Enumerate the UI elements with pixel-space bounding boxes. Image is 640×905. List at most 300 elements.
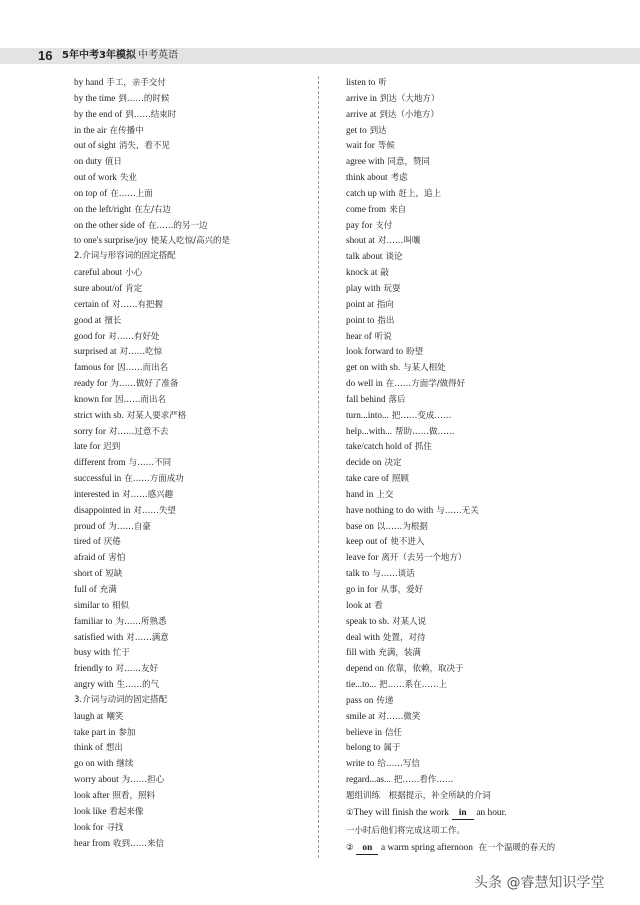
- question-text: They will finish the work: [353, 808, 449, 819]
- phrase-entry: [74, 265, 324, 281]
- page-header: [0, 48, 640, 70]
- phrase-entry: [346, 265, 596, 281]
- watermark: 头条 @睿慧知识学堂: [474, 875, 605, 891]
- phrase-entry: [346, 677, 596, 693]
- phrase-entry: [346, 360, 596, 376]
- phrase-meaning: 充满，装满: [378, 648, 421, 659]
- phrase-english: successful in: [74, 473, 122, 484]
- phrase-meaning: 到达（小地方）: [379, 109, 439, 120]
- phrase-english: have nothing to do with: [346, 504, 434, 515]
- phrase-meaning: 看: [374, 600, 383, 611]
- phrase-meaning: 指向: [376, 299, 394, 310]
- phrase-english: wait for: [346, 140, 375, 151]
- phrase-meaning: 传递: [376, 695, 394, 706]
- phrase-meaning: 谈论: [385, 252, 403, 263]
- phrase-entry: [346, 218, 596, 234]
- phrase-entry: [346, 598, 596, 614]
- phrase-entry: [74, 75, 324, 91]
- phrase-meaning: 看起来像: [109, 806, 144, 817]
- phrase-entry: [346, 376, 596, 392]
- phrase-english: talk about: [346, 251, 383, 262]
- phrase-meaning: 盼望: [406, 347, 424, 358]
- phrase-entry: [346, 693, 596, 709]
- phrase-meaning: 在……方面成功: [124, 474, 184, 485]
- phrase-entry: [346, 740, 596, 756]
- phrase-english: pass on: [346, 694, 374, 705]
- phrase-english: come from: [346, 203, 387, 214]
- phrase-meaning: 照顾: [391, 474, 409, 485]
- phrase-meaning: 从事，爱好: [380, 585, 424, 595]
- phrase-entry: [74, 408, 324, 424]
- phrase-entry: [346, 424, 596, 440]
- phrase-meaning: 与……谈话: [372, 569, 415, 580]
- answer-blank: in: [452, 808, 474, 820]
- phrase-entry: [74, 154, 324, 170]
- phrase-meaning: 指出: [377, 315, 395, 326]
- phrase-entry: [346, 344, 596, 360]
- phrase-english: smile at: [346, 710, 375, 721]
- phrase-meaning: 敲: [380, 268, 389, 279]
- phrase-meaning: 为……担心: [121, 775, 165, 786]
- phrase-meaning: 对……友好: [115, 664, 159, 675]
- phrase-entry: [74, 297, 324, 313]
- phrase-meaning: 小心: [125, 268, 143, 279]
- phrase-entry: [74, 614, 324, 630]
- phrase-english: depend on: [346, 663, 385, 674]
- phrase-english: by the time: [74, 92, 116, 103]
- phrase-meaning: 到……的时候: [118, 93, 170, 104]
- phrase-english: take care of: [346, 473, 389, 484]
- phrase-entry: [74, 630, 324, 646]
- phrase-meaning: 在传播中: [109, 125, 144, 136]
- phrase-entry: [346, 186, 596, 202]
- phrase-meaning: 迟到: [103, 442, 121, 453]
- phrase-meaning: 给……写信: [377, 759, 420, 770]
- phrase-english: tired of: [74, 536, 101, 547]
- section-title: [74, 693, 324, 709]
- phrase-english: sure about/of: [74, 282, 123, 293]
- phrase-meaning: 手工，亲手交付: [106, 78, 166, 88]
- question-text-end: an hour.: [476, 808, 507, 819]
- phrase-entry: [74, 503, 324, 519]
- phrase-english: go in for: [346, 584, 378, 594]
- phrase-meaning: 到……结束时: [125, 109, 177, 120]
- phrase-english: good at: [74, 314, 102, 325]
- phrase-english: on duty: [74, 156, 102, 167]
- phrase-entry: [74, 740, 324, 756]
- phrase-meaning: 为……所熟悉: [115, 616, 167, 627]
- phrase-english: catch up with: [346, 187, 396, 198]
- question-number: ②: [346, 843, 354, 854]
- phrase-english: sorry for: [74, 425, 106, 436]
- phrase-meaning: 充满: [99, 585, 117, 595]
- question-number: ①: [346, 808, 354, 819]
- phrase-english: turn...into...: [346, 409, 389, 420]
- phrase-meaning: 害怕: [108, 553, 126, 564]
- phrase-meaning: 为……做好了准备: [110, 379, 179, 390]
- phrase-entry: [74, 107, 324, 123]
- phrase-english: proud of: [74, 520, 106, 531]
- phrase-meaning: 对……满意: [126, 632, 169, 643]
- phrase-english: keep out of: [346, 536, 388, 547]
- phrase-entry: [346, 281, 596, 297]
- phrase-english: fill with: [346, 647, 376, 658]
- phrase-entry: [346, 566, 596, 582]
- phrase-entry: [74, 788, 324, 804]
- phrase-meaning: 支付: [375, 220, 393, 231]
- phrase-english: careful about: [74, 267, 123, 278]
- phrase-english: hear from: [74, 837, 110, 848]
- column-divider: [318, 76, 319, 858]
- phrase-english: to one's surprise/joy: [74, 235, 148, 246]
- phrase-english: certain of: [74, 298, 109, 309]
- phrase-meaning: 上交: [376, 489, 394, 500]
- phrase-english: regard...as...: [346, 774, 391, 785]
- phrase-entry: [74, 756, 324, 772]
- phrase-meaning: 失业: [119, 173, 137, 184]
- phrase-meaning: 与……不同: [128, 458, 172, 469]
- phrase-entry: [74, 360, 324, 376]
- phrase-entry: [346, 249, 596, 265]
- phrase-meaning: 来自: [389, 204, 407, 215]
- phrase-english: by hand: [74, 77, 104, 87]
- phrase-entry: [74, 186, 324, 202]
- phrase-entry: [346, 91, 596, 107]
- phrase-english: look like: [74, 805, 107, 816]
- phrase-meaning: 在……上面: [110, 188, 153, 199]
- phrase-entry: [74, 170, 324, 186]
- phrase-meaning: 忙于: [113, 648, 131, 659]
- phrase-meaning: 抓住: [414, 442, 432, 453]
- phrase-entry: [346, 645, 596, 661]
- phrase-entry: [74, 550, 324, 566]
- phrase-entry: [74, 376, 324, 392]
- question-text: a warm spring afternoon: [381, 843, 473, 854]
- phrase-english: ready for: [74, 378, 108, 389]
- phrase-meaning: 对……叫嚷: [377, 236, 421, 247]
- phrase-entry: [74, 91, 324, 107]
- book-title: 5年中考3年模拟: [62, 50, 136, 61]
- phrase-entry: [74, 281, 324, 297]
- phrase-english: point at: [346, 298, 374, 309]
- phrase-meaning: 依靠，依赖，取决于: [387, 664, 464, 675]
- phrase-english: agree with: [346, 156, 385, 167]
- section-title: [74, 249, 324, 265]
- phrase-meaning: 照看，照料: [112, 790, 155, 801]
- phrase-entry: [346, 123, 596, 139]
- phrase-entry: [346, 614, 596, 630]
- phrase-entry: [74, 677, 324, 693]
- phrase-meaning: 嘲笑: [106, 711, 124, 722]
- phrase-entry: [74, 138, 324, 154]
- phrase-entry: [346, 582, 596, 598]
- phrase-meaning: 在左/右边: [134, 204, 172, 215]
- phrase-meaning: 决定: [384, 458, 402, 469]
- practice-question-2: [346, 840, 596, 858]
- phrase-meaning: 寻找: [106, 822, 124, 833]
- phrase-entry: [74, 645, 324, 661]
- phrase-english: different from: [74, 457, 126, 468]
- phrase-entry: [346, 550, 596, 566]
- phrase-english: by the end of: [74, 108, 123, 119]
- phrase-english: worry about: [74, 774, 119, 785]
- phrase-meaning: 把……看作……: [393, 775, 454, 786]
- phrase-entry: [346, 503, 596, 519]
- phrase-english: familiar to: [74, 615, 113, 626]
- phrase-meaning: 参加: [118, 727, 136, 738]
- phrase-english: look after: [74, 789, 110, 800]
- phrase-entry: [74, 218, 324, 234]
- phrase-entry: [346, 455, 596, 471]
- phrase-meaning: 厌倦: [103, 537, 121, 548]
- phrase-english: similar to: [74, 599, 109, 610]
- phrase-english: decide on: [346, 457, 382, 468]
- phrase-meaning: 玩耍: [383, 283, 401, 294]
- phrase-english: arrive in: [346, 92, 377, 103]
- phrase-entry: [346, 534, 596, 550]
- phrase-meaning: 对……感兴趣: [122, 489, 174, 500]
- phrase-meaning: 擅长: [104, 315, 122, 326]
- phrase-english: disappointed in: [74, 504, 131, 515]
- phrase-entry: [346, 772, 596, 788]
- phrase-entry: [74, 439, 324, 455]
- phrase-english: get on with sb.: [346, 362, 401, 373]
- phrase-english: surprised at: [74, 346, 117, 357]
- phrase-entry: [346, 756, 596, 772]
- phrase-english: shout at: [346, 235, 375, 246]
- phrase-meaning: 消失，看不见: [118, 141, 170, 152]
- phrase-meaning: 使不进入: [390, 537, 425, 548]
- practice-question-1: [346, 805, 596, 823]
- phrase-meaning: 处置，对待: [382, 632, 426, 643]
- phrase-meaning: 值日: [104, 157, 122, 168]
- phrase-meaning: 对……吃惊: [119, 347, 163, 358]
- phrase-english: take part in: [74, 726, 116, 737]
- phrase-english: friendly to: [74, 663, 113, 674]
- phrase-entry: [74, 233, 324, 249]
- phrase-entry: [346, 138, 596, 154]
- phrase-english: tie...to...: [346, 679, 377, 690]
- phrase-meaning: 帮助……做……: [394, 426, 455, 437]
- phrase-entry: [346, 233, 596, 249]
- phrase-entry: [74, 344, 324, 360]
- phrase-entry: [74, 202, 324, 218]
- phrase-english: think of: [74, 742, 103, 753]
- phrase-meaning: 继续: [116, 759, 134, 770]
- phrase-entry: [74, 519, 324, 535]
- phrase-entry: [74, 725, 324, 741]
- phrase-meaning: 属于: [383, 743, 401, 754]
- phrase-english: fall behind: [346, 393, 386, 404]
- phrase-english: look at: [346, 599, 372, 610]
- phrase-meaning: 等候: [377, 141, 395, 152]
- phrase-meaning: 把……系在……上: [379, 680, 448, 691]
- phrase-entry: [346, 313, 596, 329]
- phrase-english: go on with: [74, 758, 114, 769]
- phrase-english: help...with...: [346, 425, 392, 436]
- phrase-meaning: 对某人说: [392, 616, 427, 627]
- phrase-english: late for: [74, 441, 101, 452]
- phrase-english: deal with: [346, 631, 380, 642]
- phrase-entry: [346, 107, 596, 123]
- phrase-entry: [74, 804, 324, 820]
- left-column: [74, 75, 324, 851]
- phrase-english: believe in: [346, 726, 382, 737]
- phrase-entry: [346, 297, 596, 313]
- phrase-meaning: 与某人相处: [403, 363, 446, 374]
- phrase-entry: [346, 630, 596, 646]
- phrase-english: famous for: [74, 362, 115, 373]
- phrase-english: do well in: [346, 378, 383, 389]
- section-title-text: 3.介词与动词的固定搭配: [74, 694, 168, 705]
- phrase-meaning: 对……过意不去: [108, 426, 169, 437]
- phrase-english: known for: [74, 393, 113, 404]
- phrase-entry: [74, 661, 324, 677]
- phrase-english: busy with: [74, 647, 110, 658]
- phrase-meaning: 因……而出名: [115, 394, 167, 405]
- phrase-entry: [346, 75, 596, 91]
- phrase-english: on top of: [74, 187, 108, 198]
- phrase-entry: [74, 455, 324, 471]
- phrase-meaning: 使某人吃惊/高兴的是: [150, 236, 230, 247]
- section-title-text: 2.介词与形容词的固定搭配: [74, 251, 176, 262]
- phrase-entry: [74, 582, 324, 598]
- phrase-entry: [74, 820, 324, 836]
- answer-blank: on: [356, 843, 378, 855]
- right-column: [346, 75, 596, 858]
- phrase-meaning: 因……而出名: [117, 363, 169, 374]
- phrase-meaning: 听: [378, 78, 387, 88]
- phrase-meaning: 收到……来信: [112, 838, 164, 849]
- phrase-entry: [346, 439, 596, 455]
- phrase-english: point to: [346, 314, 375, 325]
- phrase-english: out of sight: [74, 140, 116, 151]
- phrase-meaning: 为……自豪: [108, 521, 151, 532]
- phrase-meaning: 到达: [369, 125, 387, 136]
- phrase-english: angry with: [74, 679, 114, 690]
- phrase-meaning: 考虑: [390, 173, 408, 184]
- right-column-entries: [346, 75, 596, 788]
- question-translation: 在一个温暖的春天的: [478, 843, 556, 854]
- phrase-english: look for: [74, 821, 104, 832]
- phrase-english: short of: [74, 568, 103, 579]
- phrase-entry: [346, 154, 596, 170]
- phrase-entry: [74, 424, 324, 440]
- phrase-english: knock at: [346, 267, 378, 278]
- phrase-entry: [74, 709, 324, 725]
- phrase-english: strict with sb.: [74, 409, 124, 420]
- phrase-english: on the left/right: [74, 203, 132, 214]
- phrase-english: listen to: [346, 77, 376, 87]
- phrase-english: write to: [346, 758, 375, 769]
- phrase-entry: [346, 661, 596, 677]
- phrase-english: arrive at: [346, 108, 377, 119]
- phrase-entry: [346, 487, 596, 503]
- phrase-entry: [74, 487, 324, 503]
- phrase-meaning: 想出: [105, 743, 123, 754]
- phrase-entry: [346, 725, 596, 741]
- practice-heading: 题组训练: [346, 790, 381, 801]
- phrase-meaning: 赶上，追上: [398, 188, 442, 199]
- phrase-meaning: 对……失望: [133, 505, 176, 516]
- phrase-english: belong to: [346, 742, 381, 753]
- phrase-meaning: 以……为根据: [376, 521, 428, 532]
- phrase-english: on the other side of: [74, 219, 145, 230]
- phrase-english: hear of: [346, 330, 372, 341]
- book-subject: 中考英语: [138, 50, 178, 61]
- phrase-meaning: 对……微笑: [377, 711, 421, 722]
- phrase-meaning: 在……方面学/做得好: [385, 379, 466, 390]
- phrase-english: take/catch hold of: [346, 441, 412, 452]
- phrase-english: afraid of: [74, 552, 106, 563]
- phrase-entry: [74, 123, 324, 139]
- phrase-meaning: 把……变成……: [391, 410, 452, 421]
- phrase-english: pay for: [346, 219, 373, 230]
- phrase-entry: [74, 534, 324, 550]
- phrase-meaning: 对某人要求严格: [126, 410, 187, 421]
- phrase-english: full of: [74, 584, 97, 594]
- phrase-meaning: 到达（大地方）: [379, 93, 440, 104]
- phrase-meaning: 离开（去另一个地方）: [381, 553, 467, 564]
- phrase-entry: [74, 836, 324, 852]
- phrase-meaning: 生……的气: [116, 680, 160, 691]
- phrase-meaning: 对……有好处: [108, 331, 160, 342]
- phrase-entry: [346, 709, 596, 725]
- phrase-meaning: 落后: [388, 394, 406, 405]
- phrase-meaning: 信任: [384, 727, 402, 738]
- phrase-entry: [346, 408, 596, 424]
- phrase-meaning: 在……的另一边: [147, 220, 208, 231]
- phrase-entry: [346, 392, 596, 408]
- phrase-entry: [74, 329, 324, 345]
- phrase-entry: [346, 471, 596, 487]
- phrase-english: out of work: [74, 172, 117, 183]
- phrase-english: talk to: [346, 568, 370, 579]
- phrase-meaning: 相似: [111, 600, 129, 611]
- phrase-english: hand in: [346, 488, 374, 499]
- phrase-meaning: 同意，赞同: [387, 157, 431, 168]
- phrase-entry: [74, 313, 324, 329]
- phrase-meaning: 对……有把握: [111, 299, 163, 310]
- phrase-english: leave for: [346, 552, 379, 563]
- phrase-entry: [74, 772, 324, 788]
- phrase-english: look forward to: [346, 346, 404, 357]
- phrase-english: play with: [346, 282, 381, 293]
- practice-translation-1: 一小时后他们将完成这项工作。: [346, 825, 466, 836]
- phrase-english: in the air: [74, 124, 107, 135]
- phrase-meaning: 肯定: [125, 283, 143, 294]
- phrase-entry: [346, 170, 596, 186]
- phrase-english: speak to sb.: [346, 615, 390, 626]
- phrase-entry: [74, 392, 324, 408]
- phrase-english: base on: [346, 520, 374, 531]
- phrase-entry: [74, 598, 324, 614]
- phrase-entry: [346, 329, 596, 345]
- phrase-entry: [346, 202, 596, 218]
- practice-instruction: 根据提示，补全所缺的介词: [388, 790, 491, 801]
- phrase-english: good for: [74, 330, 106, 341]
- phrase-meaning: 与……无关: [436, 505, 479, 516]
- phrase-entry: [74, 566, 324, 582]
- phrase-meaning: 短缺: [105, 569, 123, 580]
- phrase-english: get to: [346, 124, 367, 135]
- phrase-english: laugh at: [74, 710, 104, 721]
- practice-heading-line: [346, 788, 596, 806]
- phrase-english: satisfied with: [74, 631, 124, 642]
- phrase-entry: [346, 519, 596, 535]
- phrase-english: interested in: [74, 488, 120, 499]
- phrase-entry: [74, 471, 324, 487]
